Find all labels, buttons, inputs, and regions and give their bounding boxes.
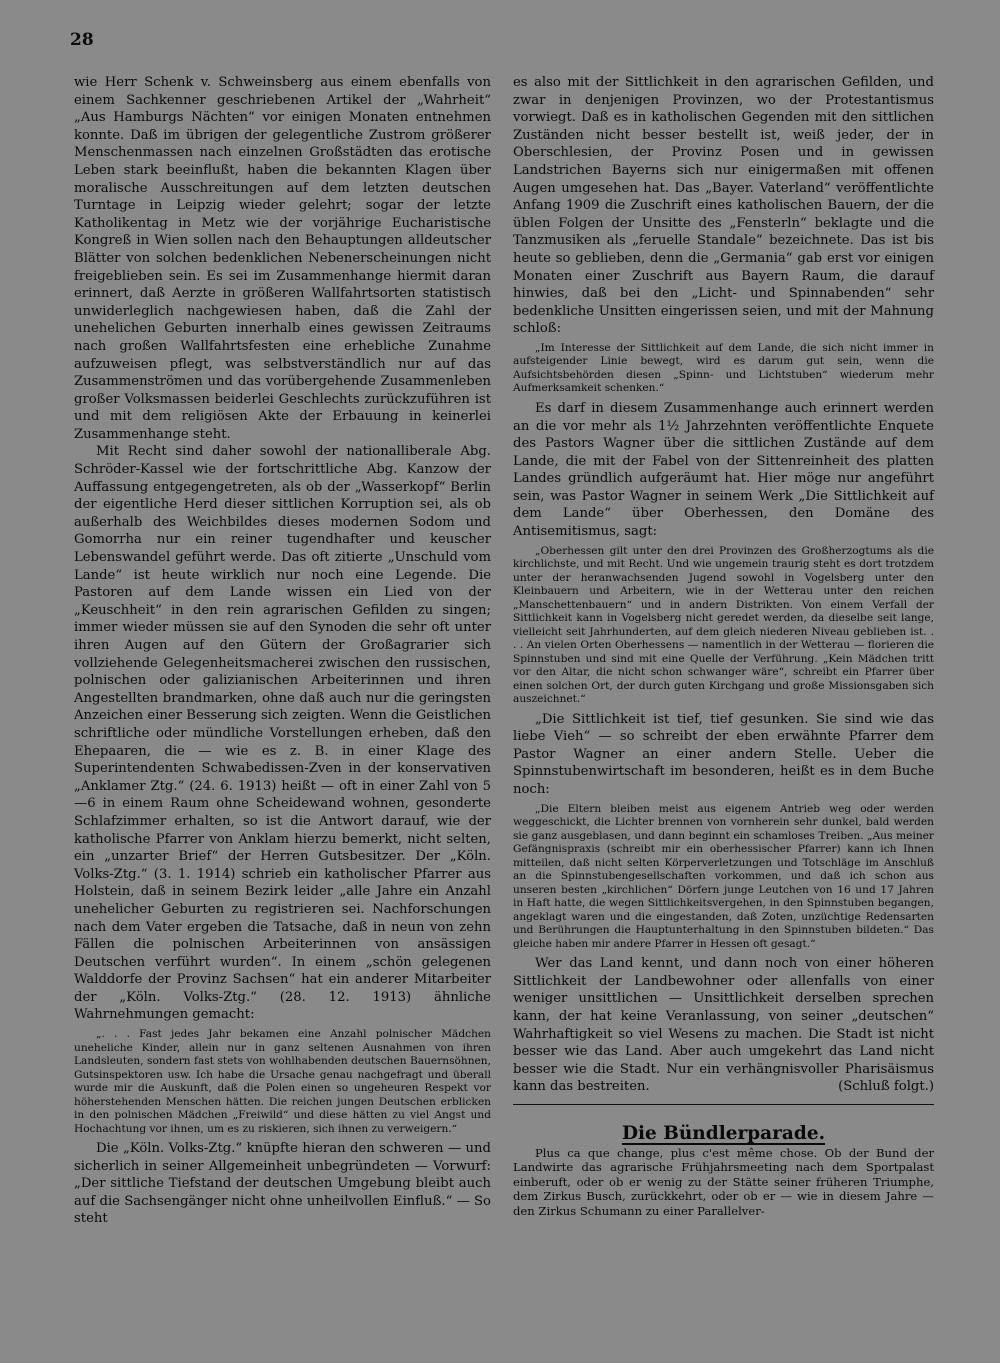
left-paragraph-2: Mit Recht sind daher sowohl der nationalliberale Abg. Schröder-Kassel wie der fortschrittliche Abg. Kanzow der Auffassung entgegengetreten, als ob der „Wasserkopf“ Berlin der eigentliche Herd dieser sittlichen Korruption sei, als ob außerhalb des Weichbildes dieses modernen Sodom und Gomorrha nur ein reiner tugendhafter und keuscher Lebenswandel geführt werde. Das oft zitierte „Unschuld vom Lande“ ist heute wirklich nur noch eine Legende. Die Pastoren auf dem Lande wissen ein Lied von der „Keuschheit“ in den rein agrarischen Gefilden zu singen; immer wieder müssen sie auf den Synoden die sehr oft unter ihren Augen auf den Gütern der Großagrarier sich vollziehende Gelegenheitsmacherei zwischen den russischen, polnischen oder galizianischen Arbeiterinnen und ihren Angestellten brandmarken, ohne daß auch nur die geringsten Anzeichen einer Besserung sich zeigten. Wenn die Geistlichen schriftliche oder mündliche Vorstellungen erheben, daß den Ehepaaren, die — wie es z. B. in einer Klage des Superintendenten Schwabedissen-Zven in der konservativen „Anklamer Ztg.“ (24. 6. 1913) heißt — oft in einer Zahl von 5—6 in einem Raum ohne Scheidewand wohnen, gesonderte Schlafzimmer erhalten, so ist die Antwort darauf, wie der katholische Pfarrer von Anklam hierzu bemerkt, nicht selten, ein „unzarter Brief“ der Herren Gutsbesitzer. Der „Köln. Volks-Ztg.“ (3. 1. 1914) schrieb ein katholischer Pfarrer aus Holstein, daß in seinem Bezirk leider „alle Jahre ein Anzahl unehelicher Geburten zu registrieren sei. Nachforschungen nach dem Vater ergeben die Tatsache, daß in neun von zehn Fällen die polnischen Arbeiterinnen von ansässigen Deutschen verführt wurden“. In einem „schön gelegenen Walddorfe der Provinz Sachsen“ hat ein anderer Mitarbeiter der „Köln. Volks-Ztg.“ (28. 12. 1913) ähnliche Wahrnehmungen gemacht: — [74, 444, 491, 1023]
article-heading: Die Bündlerparade. — [621, 1122, 826, 1144]
section-divider — [513, 1104, 934, 1105]
right-column — [513, 74, 934, 1218]
right-paragraph-4-text: Wer das Land kennt, und dann noch von einer höheren Sittlichkeit der Landbewohner oder allenfalls von einer weniger unsittlichen — Unsittlichkeit derselben sprechen kann, der hat keine Veranlassung, von seiner „deutschen“ Wahrhaftigkeit so viel Wesens zu machen. Die Stadt ist nicht besser wie das Land. Aber auch umgekehrt das Land nicht besser wie die Stadt. Nur ein verhängnisvoller Pharisäismus kann das bestreiten. — [513, 956, 934, 1095]
right-paragraph-2: Es darf in diesem Zusammenhange auch erinnert werden an die vor mehr als 1½ Jahrzehnten veröffentlichte Enquete des Pastors Wagner über die sittlichen Zustände auf dem Lande, die mit der Fabel von der Sittenreinheit des platten Landes gründlich aufgeräumt hat. Hier möge nur angeführt sein, was Pastor Wagner in seinem Werk „Die Sittlichkeit auf dem Lande“ über Oberhessen, den Domäne des Antisemitismus, sagt: — [513, 400, 934, 540]
right-quote-3: „Die Eltern bleiben meist aus eigenem Antrieb weg oder werden weggeschickt, die Lichter brennen von vornherein sehr dunkel, bald werden sie ganz ausgeblasen, und dann beginnt ein schamloses Treiben. „Aus meiner Gefängnispraxis (schreibt mir ein oberhessischer Pfarrer) kann ich Ihnen mitteilen, daß nicht selten Körperverletzungen und Totschläge im Anschluß an die Spinnstubengesellschaften vorkommen, und daß ich schon aus unseren besten „kirchlichen“ Dörfern junge Leutchen von 16 und 17 Jahren in Haft hatte, die wegen Sittlichkeitsvergehen, in den Spinnstuben begangen, angeklagt waren und die eingestanden, daß Zoten, unzüchtige Redensarten und Berührungen die Hauptunterhaltung in den Spinnstuben bildeten.“ Das gleiche haben mir andere Pfarrer in Hessen oft gesagt.“ — [513, 802, 934, 950]
left-quote-1: „. . . Fast jedes Jahr bekamen eine Anzahl polnischer Mädchen uneheliche Kinder, allein nur in ganz seltenen Ausnahmen von ihren Landsleuten, sondern fast stets von wohlhabenden deutschen Bauernsöhnen, Gutsinspektoren usw. Ich habe die Ursache genau nachgefragt und überall wurde mir die Auskunft, daß die Polen einen so ungeheuren Respekt vor höherstehenden Menschen hätten. Die reichen jungen Deutschen erblicken in den polnischen Mädchen „Freiwild“ und diese hätten zu viel Angst und Hochachtung vor ihnen, um es zu riskieren, sich ihnen zu verweigern.“ — [74, 1028, 491, 1135]
right-quote-1: „Im Interesse der Sittlichkeit auf dem Lande, die sich nicht immer in aufsteigender Linie bewegt, wird es darum gut sein, wenn die Aufsichtsbehörden diesen „Spinn- und Lichtstuben“ wiederum mehr Aufmerksamkeit schenken.“ — [513, 341, 934, 395]
right-paragraph-5: Plus ca que change, plus c'est même chose. Ob der Bund der Landwirte das agrarische Frühjahrsmeeting nach dem Sportpalast einberuft, oder ob er wenig zu der Stätte seiner früheren Triumphe, dem Zirkus Busch, zurückkehrt, oder ob er — wie in diesem Jahre — den Zirkus Schumann zu einer Parallelver- — [513, 1145, 934, 1218]
right-paragraph-3: „Die Sittlichkeit ist tief, tief gesunken. Sie sind wie das liebe Vieh“ — so schreibt der eben erwähnte Pfarrer dem Pastor Wagner an einer andern Stelle. Ueber die Spinnstubenwirtschaft im besonderen, heißt es in dem Buche noch: — [513, 711, 934, 798]
right-paragraph-1: es also mit der Sittlichkeit in den agrarischen Gefilden, und zwar in denjenigen Provinzen, wo der Protestantismus vorwiegt. Daß es in katholischen Gegenden mit den sittlichen Zuständen nicht besser bestellt ist, weiß jeder, der in Oberschlesien, der Provinz Posen und in gewissen Landstrichen Bayerns sich nur einigermaßen mit offenen Augen umgesehen hat. Das „Bayer. Vaterland“ veröffentlichte Anfang 1909 die Zuschrift eines katholischen Bauern, der die üblen Folgen der Unsitte des „Fensterln“ beklagte und die Tanzmusiken als „feruelle Standale“ bezeichnete. Das ist bis heute so geblieben, denn die „Germania“ gab erst vor einigen Monaten einer Zuschrift aus Bayern Raum, die darauf hinwies, daß bei den „Licht- und Spinnabenden“ sehr bedenkliche Unsitten eingerissen seien, und mit der Mahnung schloß: — [513, 75, 934, 337]
continuation-note: (Schluß folgt.) — [838, 1079, 934, 1095]
page-number: 28 — [70, 30, 94, 50]
right-quote-2: „Oberhessen gilt unter den drei Provinzen des Großherzogtums als die kirchlichste, und mit Recht. Und wie ungemein traurig steht es dort trotzdem unter der heranwachsenden Jugend sowohl in Vogelsberg unter den Kleinbauern und Arbeitern, wie in der Wetterau unter den reichen „Manschettenbauern“ und in andern Distrikten. Von einem Verfall der Sittlichkeit kann in Vogelsberg nicht geredet werden, da dieselbe seit lange, vielleicht seit Jahrhunderten, auf dem gleich niederen Niveau geblieben ist. . . . An vielen Orten Oberhessens — namentlich in der Wetterau — florieren die Spinnstuben und sind mit eine Quelle der Verführung. „Kein Mädchen tritt vor den Altar, die nicht schon schwanger wäre“, schreibt ein Pfarrer über einen solchen Ort, der durch guten Kirchgang und große Missionsgaben sich auszeichnet.“ — [513, 544, 934, 706]
left-column — [74, 74, 491, 1228]
right-paragraph-4 — [513, 955, 934, 1096]
left-paragraph-1: wie Herr Schenk v. Schweinsberg aus einem ebenfalls von einem Sachkenner geschriebenen Artikel der „Wahrheit“ „Aus Hamburgs Nächten“ vor einigen Monaten entnehmen konnte. Daß im übrigen der gelegentliche Zustrom größerer Menschenmassen nach einzelnen Großstädten das erotische Leben stark beeinflußt, haben die bekannten Klagen über moralische Ausschreitungen auf dem letzten deutschen Turntage in Leipzig wieder gelehrt; sogar der letzte Katholikentag in Metz wie der vorjährige Eucharistische Kongreß in Wien sollen nach den Behauptungen alldeutscher Blätter von solchen bedenklichen Nebenerscheinungen nicht freigeblieben sein. Es sei im Zusammenhange hiermit daran erinnert, daß Aerzte in größeren Wallfahrtsorten statistisch unwiderleglich nachgewiesen haben, daß die Zahl der unehelichen Geburten innerhalb eines gewissen Zeitraums nach großen Wallfahrtsfesten eine erhebliche Zunahme aufzuweisen pflegt, was selbstverständlich nur auf das Zusammenströmen und das vorübergehende Zusammenleben großer Volksmassen beiderlei Geschlechts zurückzuführen ist und mit dem religiösen Akte der Erbauung in keinerlei Zusammenhange steht. — [74, 75, 491, 442]
left-paragraph-3: Die „Köln. Volks-Ztg.“ knüpfte hieran den schweren — und sicherlich in seiner Allgemeinheit unbegründeten — Vorwurf: „Der sittliche Tiefstand der deutschen Umgebung bleibt auch auf die Sachsengänger nicht ohne unheilvollen Einfluß.“ — So steht — [74, 1141, 491, 1227]
